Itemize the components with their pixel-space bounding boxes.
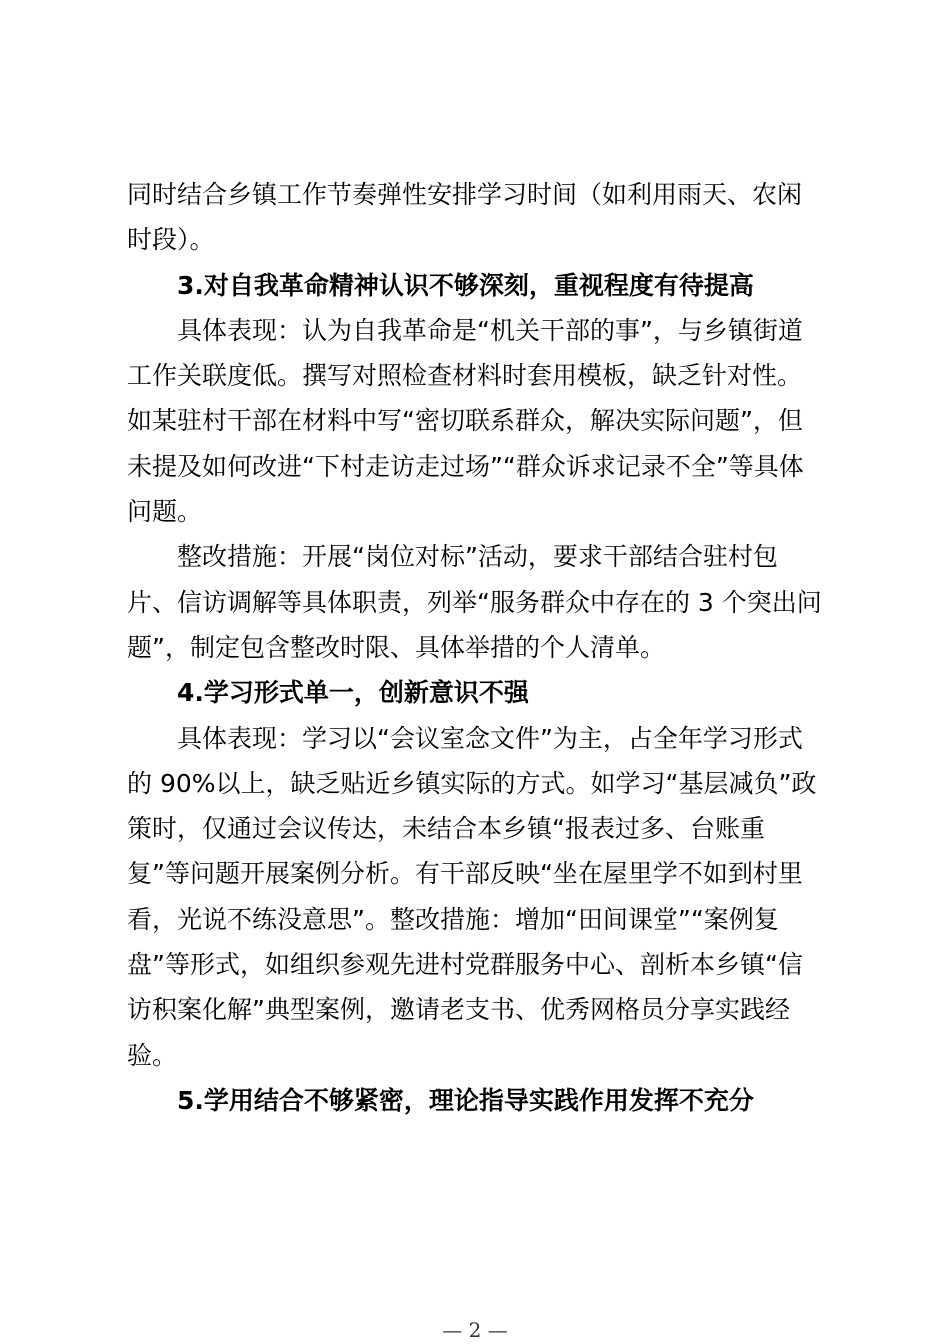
- text-line: 工作关联度低。撰写对照检查材料时套用模板，缺乏针对性。: [127, 361, 803, 391]
- section-heading-4: 4.学习形式单一，创新意识不强: [177, 678, 529, 708]
- text-line: 复”等问题开展案例分析。有干部反映“坐在屋里学不如到村里: [127, 859, 803, 889]
- document-body: [127, 172, 833, 1123]
- text-line: 盘”等形式，如组织参观先进村党群服务中心、剖析本乡镇“信: [127, 950, 803, 980]
- text-line: 片、信访调解等具体职责，列举“服务群众中存在的 3 个突出问: [127, 587, 822, 617]
- text-line: 时段）。: [127, 225, 215, 255]
- text-line: 题”，制定包含整改时限、具体举措的个人清单。: [127, 632, 665, 662]
- paragraph-start: 整改措施：开展“岗位对标”活动，要求干部结合驻村包: [177, 542, 778, 572]
- text-line: 同时结合乡镇工作节奏弹性安排学习时间（如利用雨天、农闲: [127, 180, 803, 209]
- paragraph-start: 具体表现：学习以“会议室念文件”为主，占全年学习形式: [177, 723, 803, 753]
- page-number: — 2 —: [442, 1318, 508, 1342]
- text-line: 未提及如何改进“下村走访走过场”“群众诉求记录不全”等具体: [127, 451, 804, 481]
- paragraph-start: 具体表现：认为自我革命是“机关干部的事”，与乡镇街道: [177, 315, 803, 345]
- section-heading-5: 5.学用结合不够紧密，理论指导实践作用发挥不充分: [177, 1085, 754, 1115]
- text-line: 如某驻村干部在材料中写“密切联系群众，解决实际问题”，但: [127, 406, 803, 436]
- text-line: 策时，仅通过会议传达，未结合本乡镇“报表过多、台账重: [127, 814, 765, 844]
- text-line: 看，光说不练没意思”。整改措施：增加“田间课堂”“案例复: [127, 904, 779, 934]
- text-line: 的 90%以上，缺乏贴近乡镇实际的方式。如学习“基层减负”政: [127, 768, 817, 798]
- text-line: 验。: [127, 1040, 178, 1070]
- text-line: 问题。: [127, 497, 203, 527]
- text-line: 访积案化解”典型案例，邀请老支书、优秀网格员分享实践经: [127, 995, 790, 1025]
- section-heading-3: 3.对自我革命精神认识不够深刻，重视程度有待提高: [177, 270, 754, 300]
